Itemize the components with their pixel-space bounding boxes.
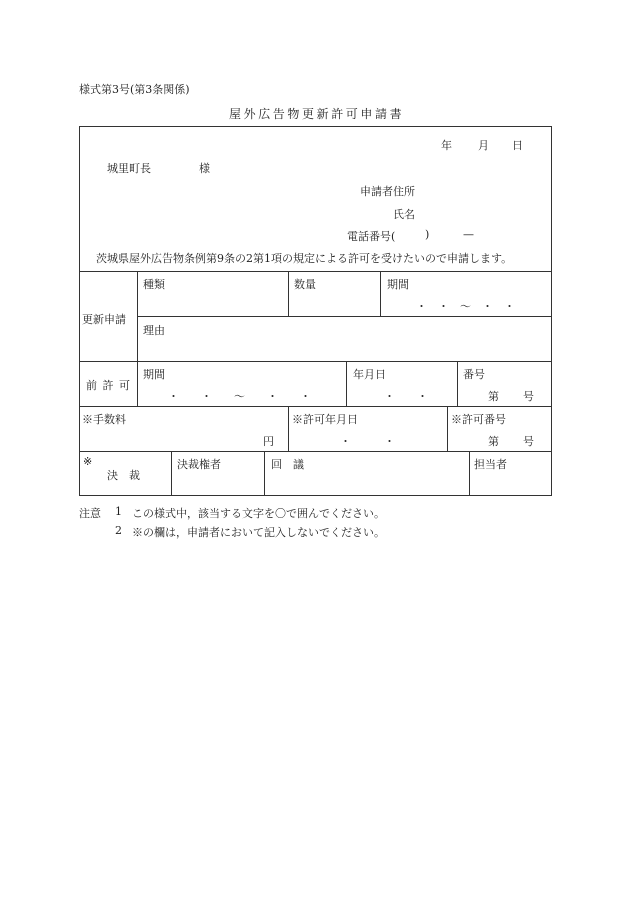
previous-date-label: 年月日 <box>353 368 386 381</box>
permit-number-go: 号 <box>523 435 534 448</box>
previous-number-dai: 第 <box>488 390 499 403</box>
fee-yen: 円 <box>263 435 274 448</box>
divider-fee-permitdate <box>288 406 289 451</box>
previous-number-go: 号 <box>523 390 534 403</box>
previous-number-label: 番号 <box>463 368 485 381</box>
divider-permitdate-number <box>447 406 448 451</box>
divider-label-column <box>137 271 138 406</box>
divider-applicant <box>79 271 552 272</box>
permit-number-dai: 第 <box>488 435 499 448</box>
date-year: 年 <box>441 139 452 152</box>
previous-date-placeholder: ・ ・ <box>384 390 428 403</box>
authority-label: 決裁権者 <box>177 458 221 471</box>
divider-quantity-period <box>380 271 381 316</box>
divider-decision-authority <box>171 451 172 496</box>
divider-decision <box>79 451 552 452</box>
form-title: 屋外広告物更新許可申請書 <box>229 107 405 121</box>
previous-period-label: 期間 <box>143 368 165 381</box>
divider-prev-date-number <box>457 361 458 406</box>
renewal-quantity-label: 数量 <box>294 278 316 291</box>
renewal-type-label: 種類 <box>143 278 165 291</box>
note-1-text: この様式中，該当する文字を〇で囲んでください。 <box>132 507 385 520</box>
divider-circulation-person <box>469 451 470 496</box>
divider-authority-circulation <box>264 451 265 496</box>
decision-label: 決 裁 <box>107 469 140 482</box>
applicant-name-label: 氏名 <box>393 208 415 221</box>
note-2-number: 2 <box>115 524 122 537</box>
divider-prev-period-date <box>346 361 347 406</box>
permit-number-label: ※許可番号 <box>451 413 506 426</box>
renewal-period-label: 期間 <box>387 278 409 291</box>
applicant-address-label: 申請者住所 <box>360 185 415 198</box>
renewal-label: 更新申請 <box>82 313 126 326</box>
renewal-reason-label: 理由 <box>143 324 165 337</box>
decision-mark: ※ <box>83 455 93 468</box>
divider-previous <box>79 361 552 362</box>
note-2-text: ※の欄は，申請者において記入しないでください。 <box>132 526 385 539</box>
permit-date-label: ※許可年月日 <box>292 413 358 426</box>
person-in-charge-label: 担当者 <box>474 458 507 471</box>
circulation-label: 回 議 <box>271 458 304 471</box>
previous-permit-label: 前 許 可 <box>86 379 131 392</box>
date-day: 日 <box>512 139 523 152</box>
addressee: 城里町長 <box>107 162 151 175</box>
divider-fee <box>79 406 552 407</box>
date-month: 月 <box>478 139 489 152</box>
notes-label: 注意 <box>79 507 101 520</box>
phone-close-paren: ) <box>425 228 430 241</box>
renewal-period-placeholder: ・ ・ ～ ・ ・ <box>416 300 515 313</box>
fee-label: ※手数料 <box>82 413 126 426</box>
form-label: 様式第3号(第3条関係) <box>79 83 190 96</box>
honorific: 様 <box>199 162 210 175</box>
previous-period-placeholder: ・ ・ ～ ・ ・ <box>168 390 311 403</box>
note-1-number: 1 <box>115 505 122 518</box>
divider-renewal-reason <box>137 316 552 317</box>
application-statement: 茨城県屋外広告物条例第9条の2第1項の規定による許可を受けたいので申請します。 <box>96 252 513 265</box>
divider-type-quantity <box>288 271 289 316</box>
permit-date-placeholder: ・ ・ <box>340 435 395 448</box>
phone-label: 電話番号( <box>347 230 396 243</box>
phone-dash: — <box>463 228 474 241</box>
